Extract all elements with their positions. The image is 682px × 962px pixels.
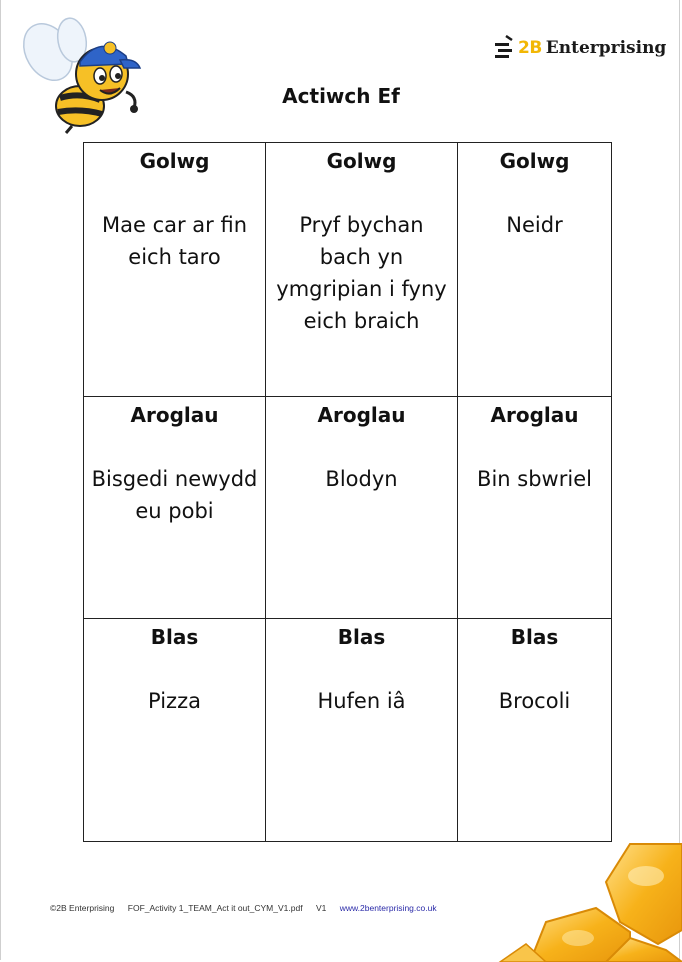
footer-version: V1 <box>315 903 327 913</box>
cell-heading: Aroglau <box>130 403 219 427</box>
cell-heading: Blas <box>510 625 559 649</box>
cell-text: Neidr <box>506 213 563 237</box>
cell-text: Bisgedi newydd eu pobi <box>91 467 258 523</box>
cell-text: Mae car ar fin eich taro <box>101 213 248 269</box>
grid-cell <box>266 619 458 842</box>
footer-copyright: ©2B Enterprising <box>50 903 115 913</box>
page-footer <box>50 903 448 913</box>
cell-text: Pizza <box>148 689 201 713</box>
logo-number: 2B <box>518 38 542 58</box>
cell-text: Hufen iâ <box>317 689 406 713</box>
grid-cell <box>84 619 266 842</box>
cell-text: Pryf bychan bach yn ymgripian i fyny eich braich <box>276 213 447 333</box>
cell-heading: Aroglau <box>490 403 579 427</box>
grid-row-taste <box>84 619 612 842</box>
cell-heading: Golwg <box>139 149 210 173</box>
grid-cell <box>458 397 612 619</box>
logo-name: Enterprising <box>545 38 667 58</box>
footer-filename: FOF_Activity 1_TEAM_Act it out_CYM_V1.pdf <box>127 903 303 913</box>
cell-heading: Blas <box>150 625 199 649</box>
cell-text: Bin sbwriel <box>477 467 592 491</box>
cell-heading: Golwg <box>499 149 570 173</box>
activity-grid <box>83 142 612 842</box>
cell-text: Brocoli <box>498 689 571 713</box>
grid-cell <box>266 397 458 619</box>
grid-cell <box>458 143 612 397</box>
cell-heading: Blas <box>337 625 386 649</box>
logo-bars-icon <box>494 35 516 61</box>
brand-logo <box>494 34 666 62</box>
grid-row-sight <box>84 143 612 397</box>
cell-heading: Golwg <box>326 149 397 173</box>
cell-text: Blodyn <box>325 467 398 491</box>
page-title: Actiwch Ef <box>282 84 400 108</box>
cell-heading: Aroglau <box>317 403 406 427</box>
grid-cell <box>266 143 458 397</box>
honeycomb-decoration-icon <box>470 838 682 962</box>
grid-cell <box>458 619 612 842</box>
grid-cell <box>84 397 266 619</box>
grid-row-smell <box>84 397 612 619</box>
grid-cell <box>84 143 266 397</box>
bee-mascot-icon <box>20 12 144 134</box>
footer-website-link[interactable]: www.2benterprising.co.uk <box>339 903 437 913</box>
